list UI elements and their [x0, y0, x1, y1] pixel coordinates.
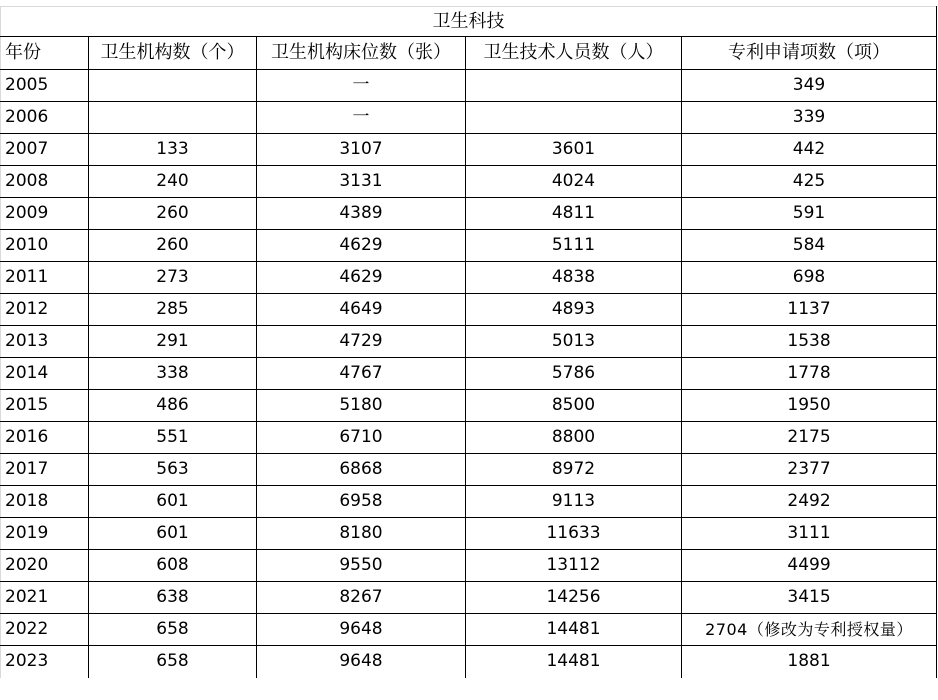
header-row	[1, 37, 937, 70]
cell-institutions[interactable]: 563	[89, 454, 257, 486]
cell-patents[interactable]: 2704（修改为专利授权量）	[682, 614, 937, 646]
cell-beds[interactable]: 3131	[257, 166, 466, 198]
cell-institutions[interactable]: 133	[89, 134, 257, 166]
cell-institutions[interactable]: 601	[89, 518, 257, 550]
table-row	[1, 262, 937, 294]
cell-beds[interactable]: 8267	[257, 582, 466, 614]
header-year[interactable]: 年份	[1, 37, 89, 70]
cell-staff[interactable]	[466, 102, 682, 134]
table-title[interactable]: 卫生科技	[1, 7, 937, 37]
cell-patents[interactable]: 2492	[682, 486, 937, 518]
cell-staff[interactable]: 11633	[466, 518, 682, 550]
cell-institutions[interactable]: 291	[89, 326, 257, 358]
cell-staff[interactable]: 14481	[466, 614, 682, 646]
cell-beds[interactable]: 4649	[257, 294, 466, 326]
cell-year[interactable]: 2009	[1, 198, 89, 230]
cell-year[interactable]: 2008	[1, 166, 89, 198]
cell-institutions[interactable]	[89, 102, 257, 134]
table-row	[1, 646, 937, 678]
data-table	[0, 6, 937, 678]
cell-staff[interactable]: 14256	[466, 582, 682, 614]
table-row	[1, 614, 937, 646]
table-row	[1, 102, 937, 134]
cell-beds[interactable]: 9648	[257, 646, 466, 678]
cell-patents[interactable]: 4499	[682, 550, 937, 582]
cell-patents[interactable]: 1137	[682, 294, 937, 326]
table-row	[1, 166, 937, 198]
cell-beds[interactable]: 6868	[257, 454, 466, 486]
cell-year[interactable]: 2021	[1, 582, 89, 614]
cell-institutions[interactable]	[89, 70, 257, 102]
table-row	[1, 70, 937, 102]
cell-institutions[interactable]: 638	[89, 582, 257, 614]
cell-beds[interactable]: 9648	[257, 614, 466, 646]
header-beds[interactable]: 卫生机构床位数（张）	[257, 37, 466, 70]
cell-patents[interactable]: 3111	[682, 518, 937, 550]
cell-institutions[interactable]: 601	[89, 486, 257, 518]
table-row	[1, 486, 937, 518]
cell-year[interactable]: 2007	[1, 134, 89, 166]
cell-institutions[interactable]: 260	[89, 230, 257, 262]
cell-patents[interactable]: 2175	[682, 422, 937, 454]
cell-beds[interactable]: 4729	[257, 326, 466, 358]
cell-institutions[interactable]: 285	[89, 294, 257, 326]
cell-year[interactable]: 2013	[1, 326, 89, 358]
cell-institutions[interactable]: 273	[89, 262, 257, 294]
header-institutions[interactable]: 卫生机构数（个）	[89, 37, 257, 70]
table-row	[1, 134, 937, 166]
cell-staff[interactable]: 5786	[466, 358, 682, 390]
table-row	[1, 358, 937, 390]
cell-patents[interactable]: 2377	[682, 454, 937, 486]
cell-year[interactable]: 2019	[1, 518, 89, 550]
cell-year[interactable]: 2018	[1, 486, 89, 518]
cell-year[interactable]: 2023	[1, 646, 89, 678]
cell-beds[interactable]: 3107	[257, 134, 466, 166]
cell-staff[interactable]: 3601	[466, 134, 682, 166]
cell-year[interactable]: 2011	[1, 262, 89, 294]
cell-staff[interactable]: 5013	[466, 326, 682, 358]
cell-beds[interactable]: 4767	[257, 358, 466, 390]
cell-institutions[interactable]: 658	[89, 614, 257, 646]
cell-beds[interactable]: 8180	[257, 518, 466, 550]
cell-staff[interactable]: 9113	[466, 486, 682, 518]
table-row	[1, 582, 937, 614]
table-row	[1, 390, 937, 422]
cell-institutions[interactable]: 486	[89, 390, 257, 422]
cell-institutions[interactable]: 608	[89, 550, 257, 582]
cell-beds[interactable]: 4629	[257, 230, 466, 262]
cell-patents[interactable]: 1778	[682, 358, 937, 390]
cell-year[interactable]: 2010	[1, 230, 89, 262]
table-row	[1, 230, 937, 262]
cell-patents[interactable]: 1950	[682, 390, 937, 422]
cell-staff[interactable]	[466, 70, 682, 102]
table-row	[1, 454, 937, 486]
cell-institutions[interactable]: 551	[89, 422, 257, 454]
cell-patents[interactable]: 1538	[682, 326, 937, 358]
cell-year[interactable]: 2022	[1, 614, 89, 646]
cell-staff[interactable]: 4893	[466, 294, 682, 326]
cell-beds[interactable]: 6958	[257, 486, 466, 518]
cell-beds[interactable]: 4629	[257, 262, 466, 294]
table-row	[1, 550, 937, 582]
cell-institutions[interactable]: 240	[89, 166, 257, 198]
cell-staff[interactable]: 4811	[466, 198, 682, 230]
cell-staff[interactable]: 8972	[466, 454, 682, 486]
cell-year[interactable]: 2006	[1, 102, 89, 134]
table-row	[1, 422, 937, 454]
cell-institutions[interactable]: 658	[89, 646, 257, 678]
cell-year[interactable]: 2016	[1, 422, 89, 454]
cell-staff[interactable]: 4024	[466, 166, 682, 198]
cell-year[interactable]: 2005	[1, 70, 89, 102]
table-row	[1, 198, 937, 230]
cell-beds[interactable]: 5180	[257, 390, 466, 422]
cell-patents[interactable]: 3415	[682, 582, 937, 614]
cell-patents[interactable]: 584	[682, 230, 937, 262]
cell-institutions[interactable]: 338	[89, 358, 257, 390]
cell-patents[interactable]: 349	[682, 70, 937, 102]
header-patents[interactable]: 专利申请项数（项）	[682, 37, 937, 70]
table-row	[1, 294, 937, 326]
header-staff[interactable]: 卫生技术人员数（人）	[466, 37, 682, 70]
cell-institutions[interactable]: 260	[89, 198, 257, 230]
table-row	[1, 518, 937, 550]
cell-beds[interactable]: 6710	[257, 422, 466, 454]
cell-year[interactable]: 2015	[1, 390, 89, 422]
cell-staff[interactable]: 14481	[466, 646, 682, 678]
cell-patents[interactable]: 698	[682, 262, 937, 294]
cell-patents[interactable]: 442	[682, 134, 937, 166]
cell-patents[interactable]: 591	[682, 198, 937, 230]
cell-beds[interactable]: 4389	[257, 198, 466, 230]
cell-patents[interactable]: 1881	[682, 646, 937, 678]
cell-beds[interactable]: 一	[257, 102, 466, 134]
cell-year[interactable]: 2017	[1, 454, 89, 486]
cell-year[interactable]: 2012	[1, 294, 89, 326]
cell-staff[interactable]: 4838	[466, 262, 682, 294]
cell-staff[interactable]: 5111	[466, 230, 682, 262]
cell-year[interactable]: 2014	[1, 358, 89, 390]
table-row	[1, 326, 937, 358]
cell-beds[interactable]: 一	[257, 70, 466, 102]
cell-staff[interactable]: 8800	[466, 422, 682, 454]
cell-patents[interactable]: 425	[682, 166, 937, 198]
cell-patents[interactable]: 339	[682, 102, 937, 134]
cell-beds[interactable]: 9550	[257, 550, 466, 582]
cell-staff[interactable]: 8500	[466, 390, 682, 422]
title-row	[1, 7, 937, 37]
cell-staff[interactable]: 13112	[466, 550, 682, 582]
table-body	[1, 7, 937, 678]
cell-year[interactable]: 2020	[1, 550, 89, 582]
